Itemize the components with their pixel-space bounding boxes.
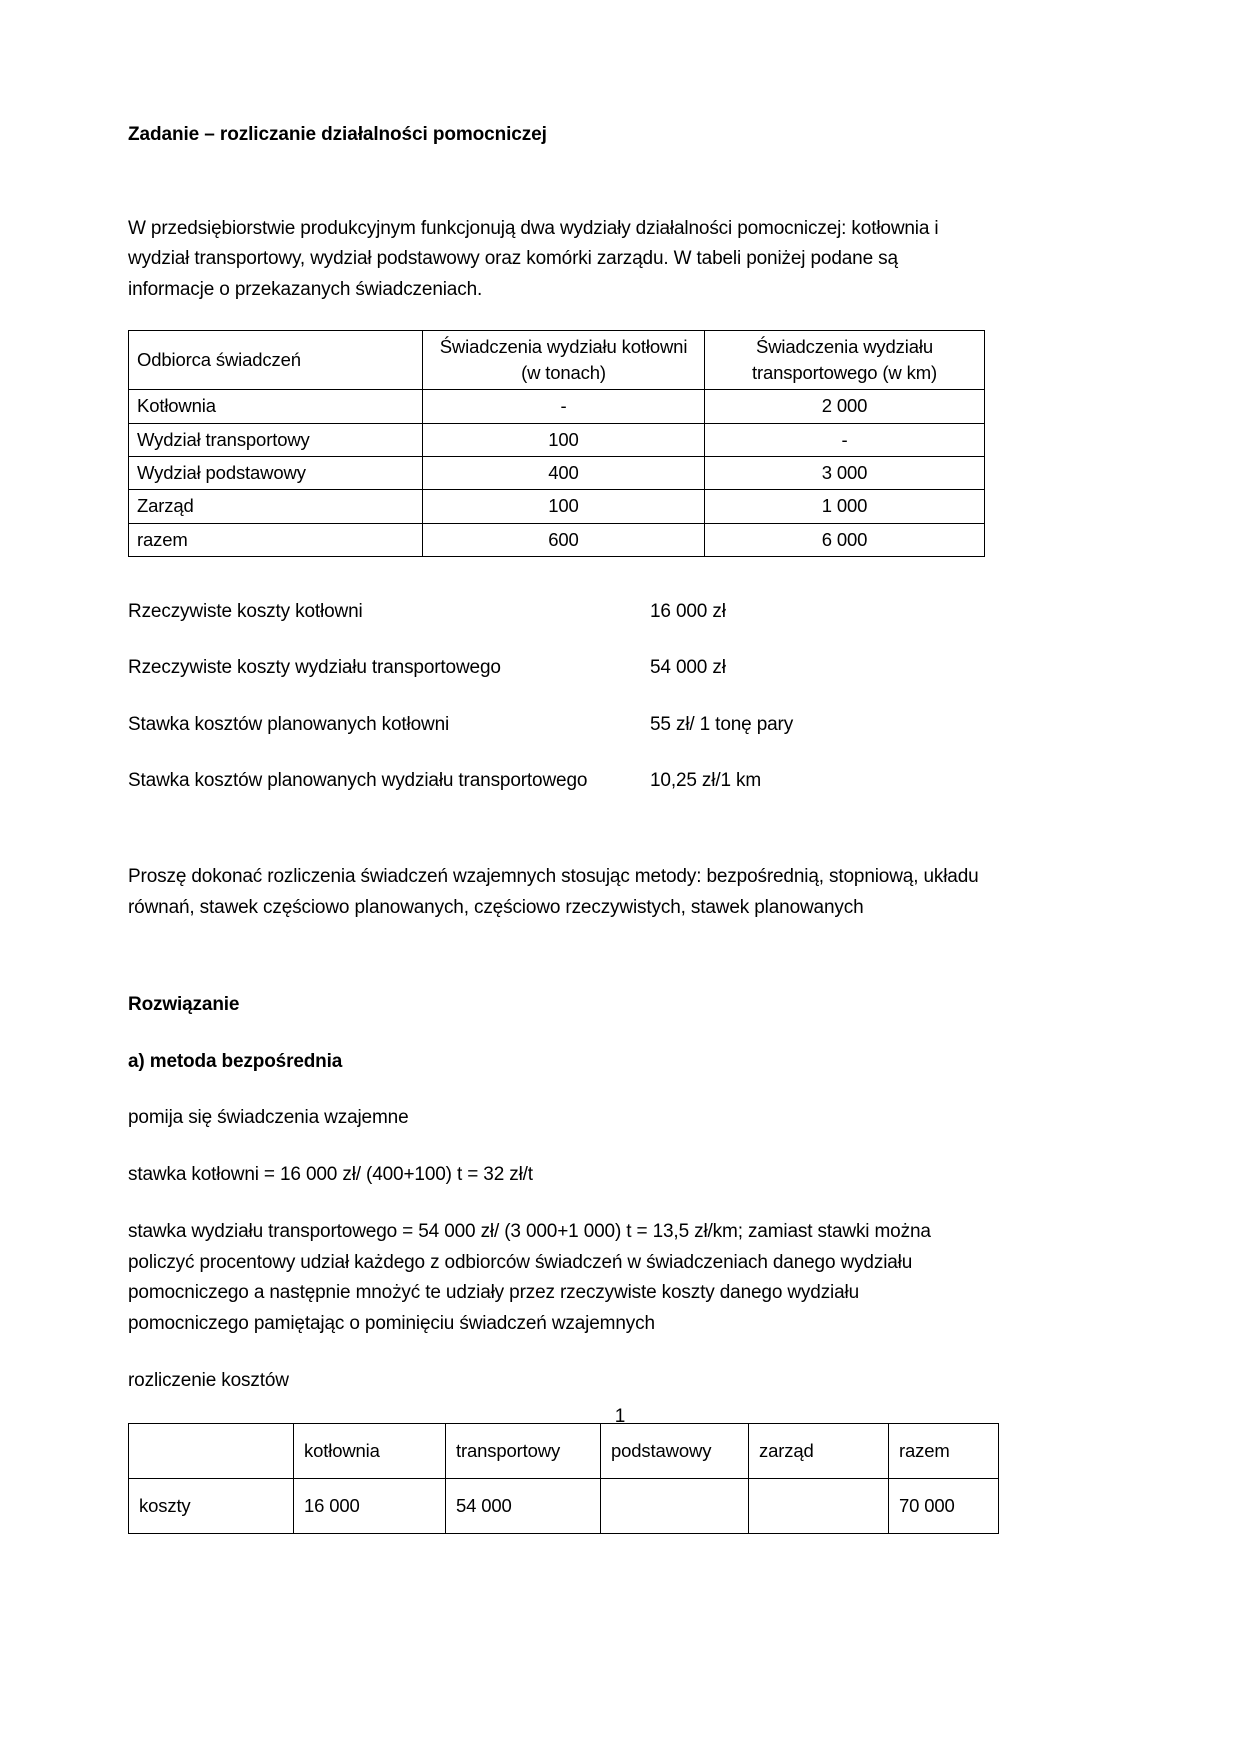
spacer xyxy=(128,306,984,330)
cost-label: Stawka kosztów planowanych kotłowni xyxy=(128,713,450,735)
cost-value: 16 000 zł xyxy=(650,600,726,622)
page-number: 1 xyxy=(614,1406,626,1427)
column-header-empty xyxy=(129,1423,294,1478)
table-swiadczenia xyxy=(128,330,985,557)
table-rozliczenie xyxy=(128,1423,999,1534)
table-row xyxy=(129,390,985,423)
cell-zarzad xyxy=(749,1478,889,1533)
column-header-transportowy xyxy=(705,330,985,390)
cost-row xyxy=(128,766,984,796)
column-header-kotlownia: kotłownia xyxy=(294,1423,446,1478)
formula-transportowy: stawka wydziału transportowego = 54 000 zł/ (3 000+1 000) t = 13,5 zł/km; zamiast stawki można policzyć procentowy udział każdego z odbiorców świadczeń w świadczeniach danego wydziału pomocniczego a następnie mnożyć te udziały przez rzeczywiste koszty danego wydziału pomocniczego pamiętając o pominięciu świadczeń wzajemnych xyxy=(128,1220,931,1335)
column-header-kotlownia-line2: (w tonach) xyxy=(521,362,606,384)
cell-kotlownia: 16 000 xyxy=(294,1478,446,1533)
column-header-zarzad: zarząd xyxy=(749,1423,889,1478)
solution-heading: Rozwiązanie xyxy=(128,993,240,1015)
row-label-koszty: koszty xyxy=(129,1478,294,1533)
column-header-podstawowy: podstawowy xyxy=(601,1423,749,1478)
row-value-transport: 3 000 xyxy=(705,457,985,490)
cost-row xyxy=(128,710,984,740)
cost-label: Rzeczywiste koszty kotłowni xyxy=(128,600,363,622)
row-value-kotlownia: - xyxy=(423,390,705,423)
page-title: Zadanie – rozliczanie działalności pomocniczej xyxy=(128,124,547,145)
row-label: razem xyxy=(129,523,423,556)
row-label: Wydział podstawowy xyxy=(129,457,423,490)
row-value-transport: - xyxy=(705,423,985,456)
table-row xyxy=(129,423,985,456)
cost-list xyxy=(128,597,984,797)
row-value-kotlownia: 600 xyxy=(423,523,705,556)
table-row xyxy=(129,457,985,490)
cost-value: 10,25 zł/1 km xyxy=(650,769,762,791)
cost-row xyxy=(128,597,984,627)
row-value-kotlownia: 100 xyxy=(423,490,705,523)
settlement-label: rozliczenie kosztów xyxy=(128,1370,289,1392)
cost-value: 54 000 zł xyxy=(650,657,726,679)
cell-transportowy: 54 000 xyxy=(446,1478,601,1533)
column-header-razem: razem xyxy=(889,1423,999,1478)
cost-label: Stawka kosztów planowanych wydziału transportowego xyxy=(128,769,588,791)
cell-podstawowy xyxy=(601,1478,749,1533)
row-value-kotlownia: 400 xyxy=(423,457,705,490)
column-header-kotlownia xyxy=(423,330,705,390)
row-value-transport: 2 000 xyxy=(705,390,985,423)
formula-kotlownia: stawka kotłowni = 16 000 zł/ (400+100) t = 32 zł/t xyxy=(128,1164,533,1186)
spacer xyxy=(128,796,984,862)
intro-paragraph: W przedsiębiorstwie produkcyjnym funkcjonują dwa wydziały działalności pomocniczej: kotłownia i wydział transportowy, wydział podstawowy oraz komórki zarządu. W tabeli poniżej podane są informacje o przekazanych świadczeniach. xyxy=(128,217,939,301)
table-row xyxy=(129,1478,999,1533)
table-row-total xyxy=(129,523,985,556)
table-row xyxy=(129,490,985,523)
document-content xyxy=(128,122,984,1534)
row-label: Zarząd xyxy=(129,490,423,523)
cost-label: Rzeczywiste koszty wydziału transportowego xyxy=(128,657,501,679)
table-header-row xyxy=(129,1423,999,1478)
row-value-transport: 1 000 xyxy=(705,490,985,523)
column-header-kotlownia-line1: Świadczenia wydziału kotłowni xyxy=(439,335,688,357)
solution-note: pomija się świadczenia wzajemne xyxy=(128,1107,409,1129)
row-label: Kotłownia xyxy=(129,390,423,423)
row-value-kotlownia: 100 xyxy=(423,423,705,456)
column-header-transportowy-line2: transportowego (w km) xyxy=(752,362,937,384)
column-header-odbiorca: Odbiorca świadczeń xyxy=(129,330,423,390)
column-header-transportowy-line1: Świadczenia wydziału xyxy=(756,335,933,357)
row-value-transport: 6 000 xyxy=(705,523,985,556)
column-header-transportowy: transportowy xyxy=(446,1423,601,1478)
table-header-row xyxy=(129,330,985,390)
cost-row xyxy=(128,653,984,683)
row-label: Wydział transportowy xyxy=(129,423,423,456)
method-a-heading: a) metoda bezpośrednia xyxy=(128,1050,343,1072)
instruction-paragraph: Proszę dokonać rozliczenia świadczeń wzajemnych stosując metody: bezpośrednią, stopniową, układu równań, stawek częściowo planowanych, częściowo rzeczywistych, stawek planowanych xyxy=(128,866,979,919)
cost-value: 55 zł/ 1 tonę pary xyxy=(650,713,794,735)
spacer xyxy=(128,557,984,597)
cell-razem: 70 000 xyxy=(889,1478,999,1533)
spacer xyxy=(128,924,984,990)
spacer xyxy=(128,148,984,214)
